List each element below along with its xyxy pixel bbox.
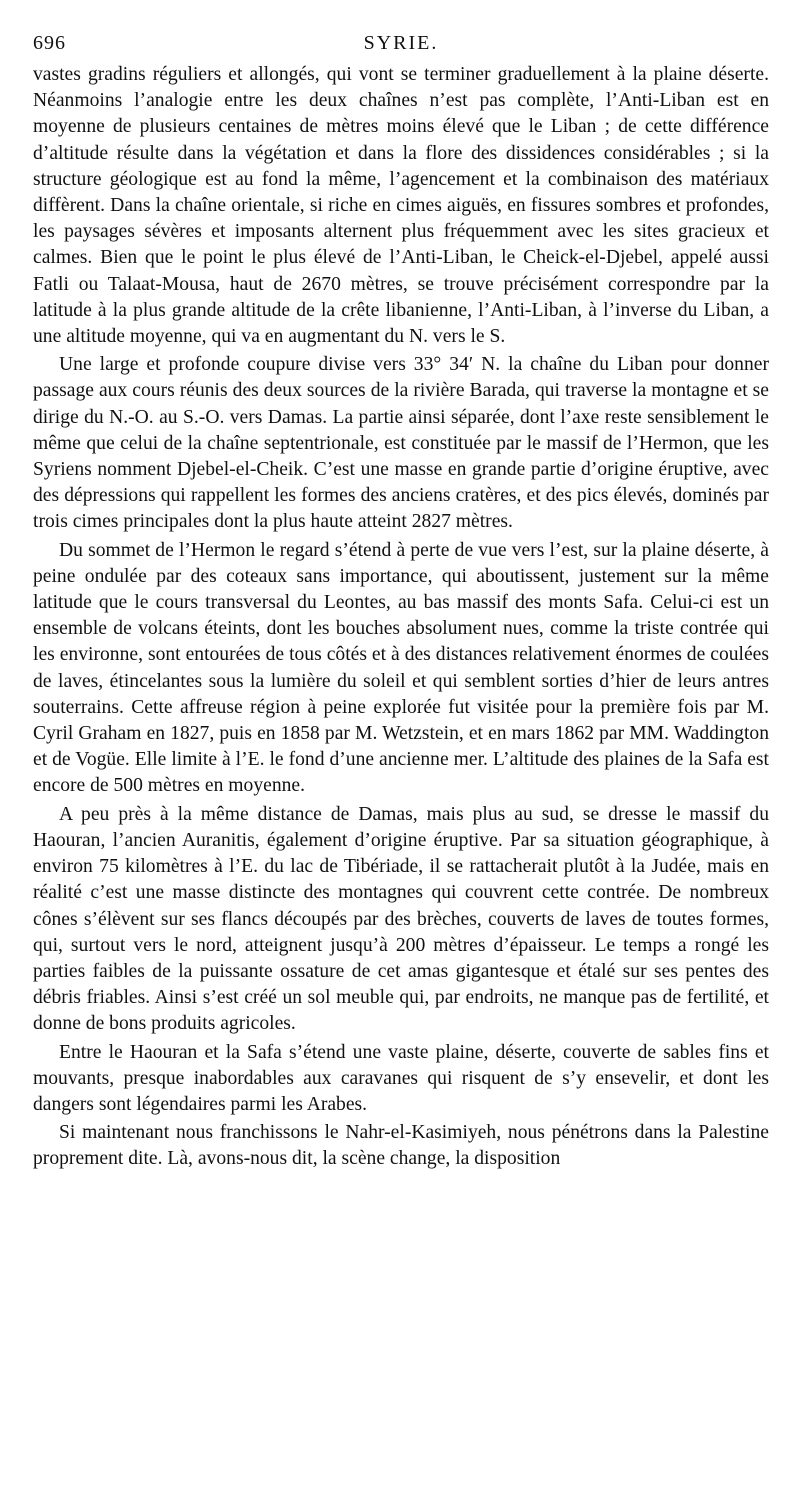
paragraph-anti-liban-continued: vastes gradins réguliers et allongés, qui vont se terminer graduellement à la plaine déserte. Néanmoins l’analogie entre les deux chaînes n’est pas complète, l’Anti-Liban est en moyenne de plusieurs centaines de mètres moins élevé que le Liban ; de cette différence d’altitude résulte dans la végétation et dans la flore des dissidences considérables ; si la structure géologique est au fond la même, l’agencement et la combinaison des matériaux diffèrent. Dans la chaîne orientale, si riche en cimes aiguës, en fissures sombres et profondes, les paysages sévères et imposants alternent plus fréquemment avec les sites gracieux et calmes. Bien que le point le plus élevé de l’Anti-Liban, le Cheick-el-Djebel, appelé aussi Fatli ou Talaat-Mousa, haut de 2670 mètres, se trouve précisément correspondre par la latitude à la plus grande altitude de la crête libanienne, l’Anti-Liban, à l’inverse du Liban, a une altitude moyenne, qui va en augmentant du N. vers le S.	[33, 64, 769, 348]
page-number: 696	[33, 32, 66, 54]
paragraph-desert-plain: Entre le Haouran et la Safa s’étend une vaste plaine, déserte, couverte de sables fins et mouvants, presque inabordables aux caravanes qui risquent de s’y ensevelir, et dont les dangers sont légendaires parmi les Arabes.	[33, 1041, 769, 1115]
paragraph-hermon: Une large et profonde coupure divise vers 33° 34′ N. la chaîne du Liban pour donner passage aux cours réunis des deux sources de la rivière Barada, qui traverse la montagne et se dirige du N.-O. au S.-O. vers Damas. La partie ainsi séparée, dont l’axe reste sensiblement le même que celui de la chaîne septentrionale, est constituée par le massif de l’Hermon, que les Syriens nomment Djebel-el-Cheik. C’est une masse en grande partie d’origine éruptive, avec des dépressions qui rappellent les formes des anciens cratères, et des pics élevés, dominés par trois cimes principales dont la plus haute atteint 2827 mètres.	[33, 354, 769, 533]
paragraph-palestine: Si maintenant nous franchissons le Nahr-el-Kasimiyeh, nous pénétrons dans la Palestine proprement dite. Là, avons-nous dit, la scène change, la disposition	[33, 1122, 769, 1170]
paragraph-safa: Du sommet de l’Hermon le regard s’étend à perte de vue vers l’est, sur la plaine déserte, à peine ondulée par des coteaux sans importance, qui aboutissent, justement sur la même latitude que le cours transversal du Leontes, au bas massif des monts Safa. Celui-ci est un ensemble de volcans éteints, dont les bouches absolument nues, comme la triste contrée qui les environne, sont entourées de tous côtés et à des distances relativement énormes de coulées de laves, étincelantes sous la lumière du soleil et qui semblent sorties d’hier de leurs antres souterrains. Cette affreuse région à peine explorée fut visitée pour la première fois par M. Cyril Graham en 1827, puis en 1858 par M. Wetzstein, et en mars 1862 par MM. Waddington et de Vogüe. Elle limite à l’E. le fond d’une ancienne mer. L’altitude des plaines de la Safa est encore de 500 mètres en moyenne.	[33, 539, 769, 797]
running-head	[33, 28, 769, 58]
paragraph-haouran: A peu près à la même distance de Damas, mais plus au sud, se dresse le massif du Haouran, l’ancien Auranitis, également d’origine éruptive. Par sa situation géographique, à environ 75 kilomètres à l’E. du lac de Tibériade, il se rattacherait plutôt à la Judée, mais en réalité c’est une masse distincte des montagnes qui couvrent cette contrée. De nombreux cônes s’élèvent sur ses flancs découpés par des brèches, couverts de laves de toutes formes, qui, surtout vers le nord, atteignent jusqu’à 200 mètres d’épaisseur. Le temps a rongé les parties faibles de la puissante ossature de cet amas gigantesque et étalé sur ses pentes des débris friables. Ainsi s’est créé un sol meuble qui, par endroits, ne manque pas de fertilité, et donne de bons produits agricoles.	[33, 803, 769, 1035]
book-page	[33, 28, 769, 1173]
running-title: SYRIE.	[363, 32, 439, 54]
body-text	[33, 62, 769, 1173]
